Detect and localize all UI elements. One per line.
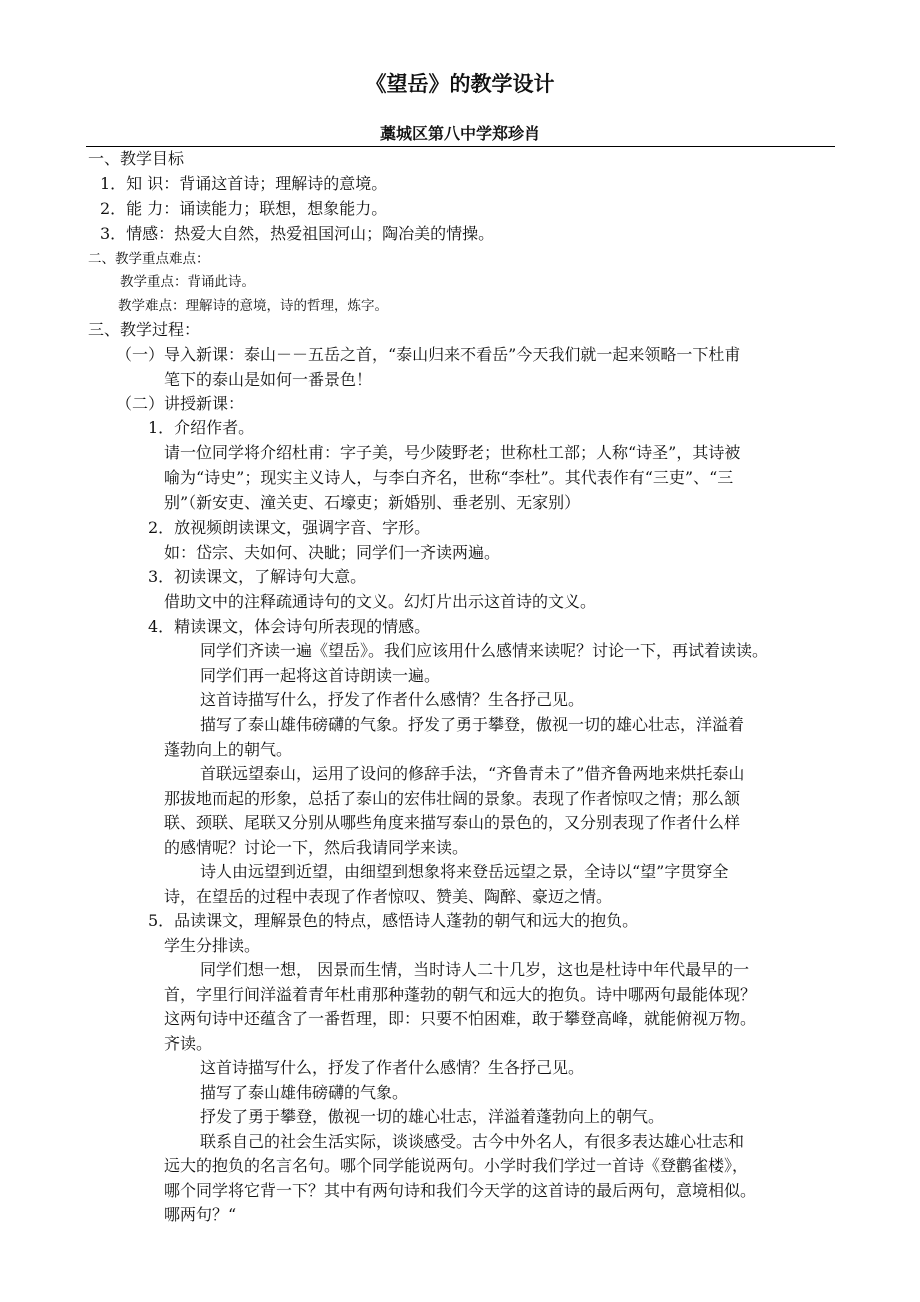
text-line: 别”（新安吏、潼关吏、石壕吏；新婚别、垂老别、无家别） (164, 493, 581, 512)
text-line: 联、颈联、尾联又分别从哪些角度来描写泰山的景色的，又分别表现了作者什么样 (164, 813, 741, 832)
text-line: 这两句诗中还蕴含了一番哲理，即：只要不怕困难，敢于攀登高峰，就能俯视万物。 (164, 1009, 757, 1028)
text-line: 3．情感：热爱大自然，热爱祖国河山；陶冶美的情操。 (100, 224, 495, 243)
text-line: 喻为“诗史”；现实主义诗人，与李白齐名，世称“李杜”。其代表作有“三吏”、“三 (164, 468, 734, 487)
text-line: 抒发了勇于攀登，傲视一切的雄心壮志，洋溢着蓬勃向上的朝气。 (200, 1107, 665, 1126)
section-heading: 一、教学目标 (88, 149, 185, 168)
text-line: 描写了泰山雄伟磅礴的气象。 (200, 1083, 409, 1102)
text-line: 的感情呢？讨论一下，然后我请同学来读。 (164, 838, 469, 857)
text-line: 教学重点：背诵此诗。 (120, 274, 255, 290)
text-line: 哪个同学将它背一下？其中有两句诗和我们今天学的这首诗的最后两句，意境相似。 (164, 1181, 757, 1200)
text-line: 借助文中的注释疏通诗句的文义。幻灯片出示这首诗的文义。 (164, 592, 597, 611)
text-line: 这首诗描写什么，抒发了作者什么感情？生各抒己见。 (200, 690, 585, 709)
text-line: 同学们想一想， 因景而生情，当时诗人二十几岁，这也是杜诗中年代最早的一 (200, 960, 750, 979)
text-line: 请一位同学将介绍杜甫：字子美，号少陵野老；世称杜工部；人称“诗圣”，其诗被 (164, 443, 741, 462)
text-line: 同学们齐读一遍《望岳》。我们应该用什么感情来读呢？讨论一下，再试着读读。 (200, 641, 769, 660)
text-line: 首联远望泰山，运用了设问的修辞手法，“齐鲁青未了”借齐鲁两地来烘托泰山 (200, 764, 745, 783)
text-line: 学生分排读。 (164, 936, 261, 955)
text-line: 1．介绍作者。 (148, 418, 255, 437)
text-line: 如：岱宗、夫如何、决眦；同学们一齐读两遍。 (164, 543, 501, 562)
section-heading: 三、教学过程： (88, 320, 201, 339)
text-line: 这首诗描写什么，抒发了作者什么感情？生各抒己见。 (200, 1058, 585, 1077)
text-line: 齐读。 (164, 1034, 213, 1053)
text-line: 5．品读课文，理解景色的特点，感悟诗人蓬勃的朝气和远大的抱负。 (148, 911, 639, 930)
text-line: 哪两句？“ (164, 1205, 237, 1224)
text-line: 首，字里行间洋溢着青年杜甫那种蓬勃的朝气和远大的抱负。诗中哪两句最能体现？ (164, 985, 757, 1004)
text-line: 远大的抱负的名言名句。哪个同学能说两句。小学时我们学过一首诗《登鹳雀楼》， (164, 1156, 749, 1175)
text-line: 描写了泰山雄伟磅礴的气象。抒发了勇于攀登，傲视一切的雄心壮志，洋溢着 (200, 715, 745, 734)
text-line: 教学难点：理解诗的意境，诗的哲理，炼字。 (118, 298, 388, 314)
text-line: 3．初读课文，了解诗句大意。 (148, 567, 367, 586)
text-line: （二）讲授新课： (116, 394, 245, 413)
text-line: 1．知 识：背诵这首诗；理解诗的意境。 (100, 174, 388, 193)
text-line: 那拔地而起的形象，总括了泰山的宏伟壮阔的景象。表现了作者惊叹之情；那么颔 (164, 789, 741, 808)
text-line: 笔下的泰山是如何一番景色！ (164, 370, 373, 389)
author-line: 藁城区第八中学郑珍肖 (379, 124, 540, 143)
text-line: 诗人由远望到近望，由细望到想象将来登岳远望之景，全诗以“望”字贯穿全 (200, 862, 729, 881)
text-line: 4．精读课文，体会诗句所表现的情感。 (148, 617, 431, 636)
section-heading: 二、教学重点难点： (88, 251, 210, 267)
text-line: 同学们再一起将这首诗朗读一遍。 (200, 666, 441, 685)
text-line: 蓬勃向上的朝气。 (164, 740, 293, 759)
text-line: 诗，在望岳的过程中表现了作者惊叹、赞美、陶醉、豪迈之情。 (164, 887, 613, 906)
text-line: 联系自己的社会生活实际，谈谈感受。古今中外名人，有很多表达雄心壮志和 (200, 1132, 745, 1151)
document-title: 《望岳》的教学设计 (365, 72, 555, 96)
text-line: 2．能 力：诵读能力；联想，想象能力。 (100, 199, 388, 218)
text-line: （一）导入新课：泰山－－五岳之首，“泰山归来不看岳”今天我们就一起来领略一下杜甫 (116, 345, 741, 364)
header-divider (86, 146, 835, 147)
text-line: 2．放视频朗读课文，强调字音、字形。 (148, 518, 431, 537)
